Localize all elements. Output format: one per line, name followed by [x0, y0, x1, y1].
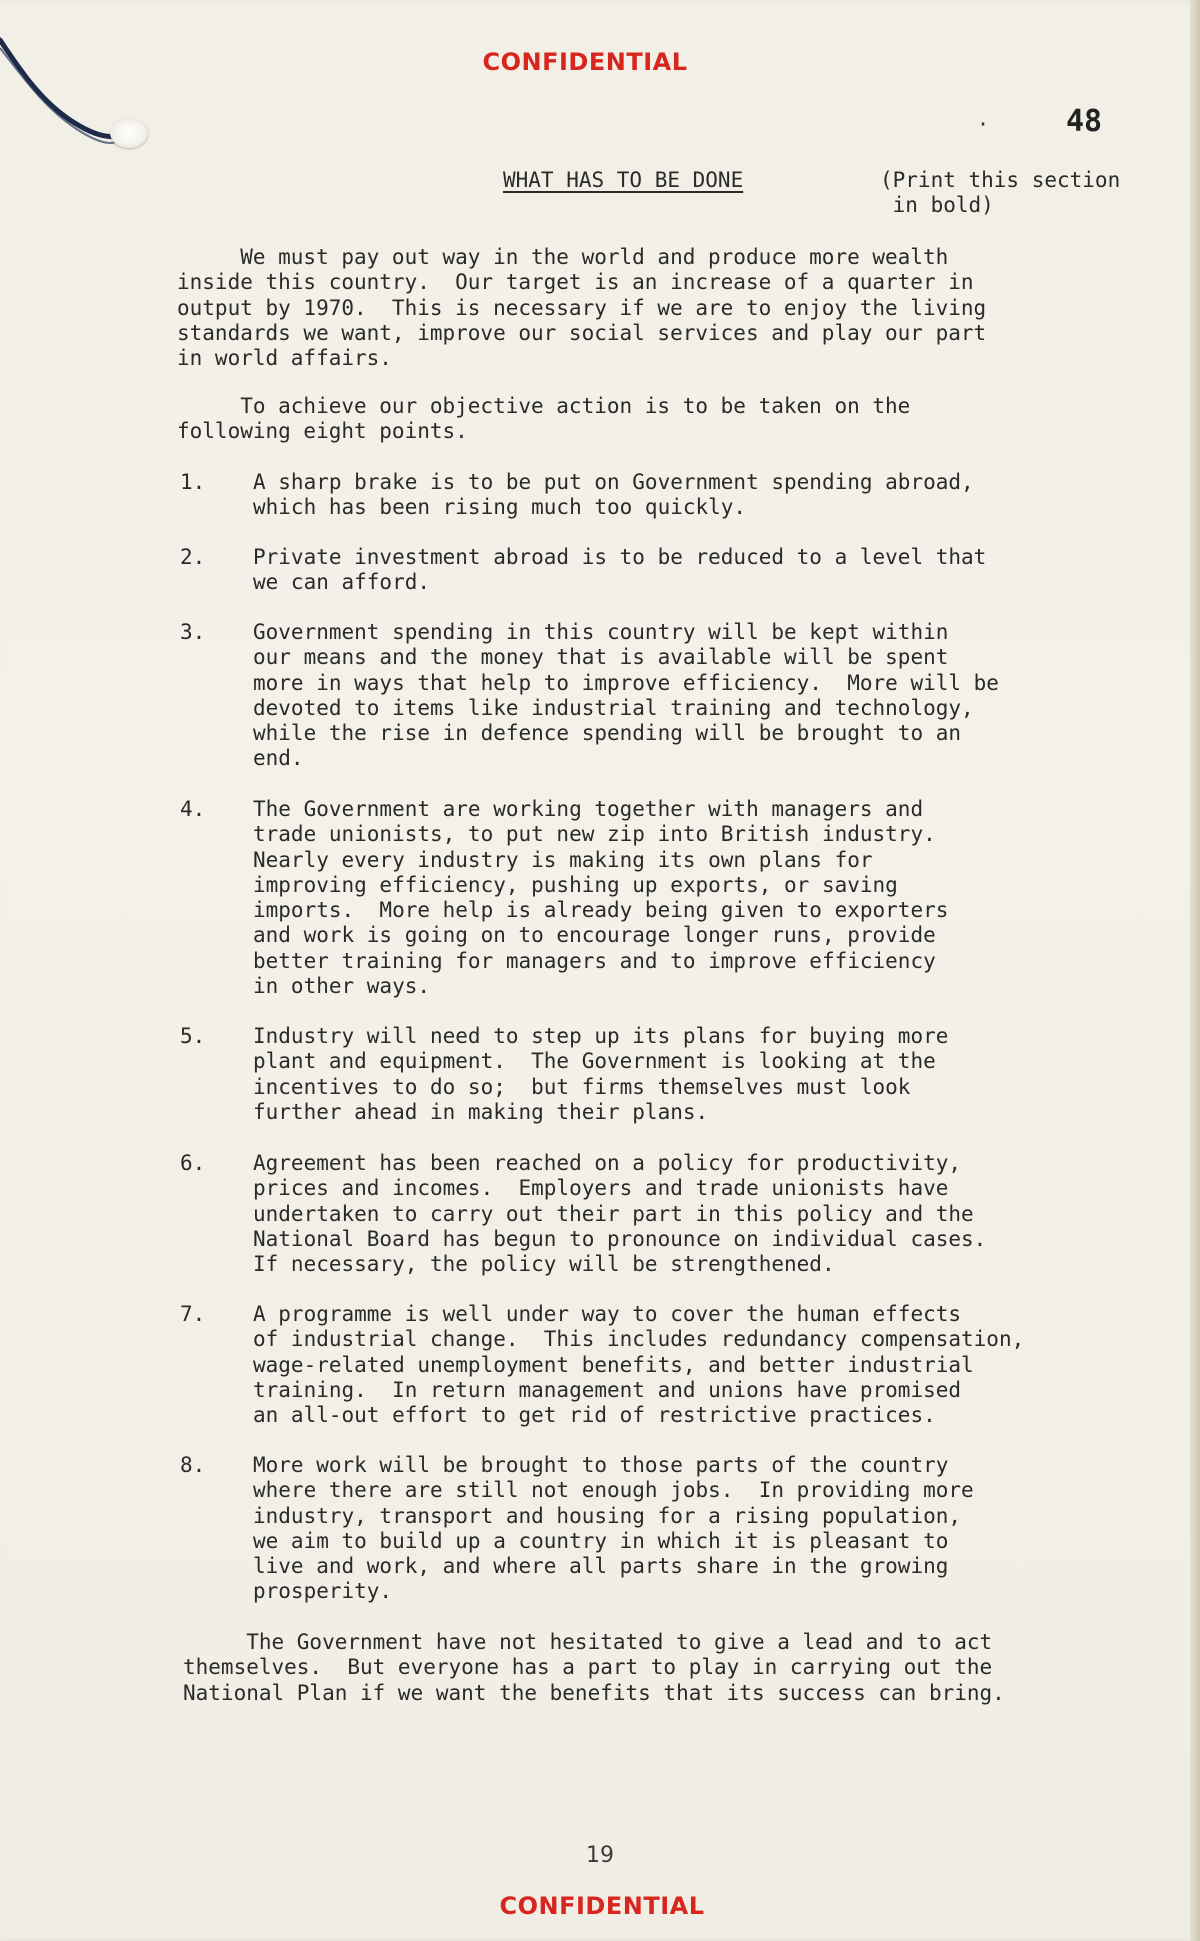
folio-number: 48 — [1066, 104, 1103, 139]
point-text: A programme is well under way to cover the human effects of industrial change. This includes redundancy compensation, wage-related unemployment benefits, and better industrial training. In return management and unions have promised an all-out effort to get rid of restrictive practices. — [253, 1302, 1025, 1428]
intro-paragraph-1: We must pay out way in the world and produce more wealth inside this country. Our target is an increase of a quarter in output by 1970. This is necessary if we are to enjoy the living standards we want, improve our social services and play our part in world affairs. — [177, 245, 987, 371]
point-text: Agreement has been reached on a policy for productivity, prices and incomes. Employers and trade unionists have undertaken to carry out their part in this policy and the National Board has begun to pronounce on individual cases. If necessary, the policy will be strengthened. — [253, 1151, 987, 1277]
point-text: Industry will need to step up its plans for buying more plant and equipment. The Government is looking at the incentives to do so; but firms themselves must look further ahead in making their plans. — [253, 1024, 949, 1124]
point-text: A sharp brake is to be put on Government spending abroad, which has been rising much too quickly. — [253, 470, 974, 520]
page-number-footer: 19 — [586, 1843, 614, 1868]
intro-paragraph-2: To achieve our objective action is to be taken on the following eight points. — [177, 394, 911, 444]
point-text: The Government are working together with managers and trade unionists, to put new zip into British industry. Nearly every industry is making its own plans for improving efficiency, pushing up exports, or saving imports. More help is already being given to exporters and work is going on to encourage longer runs, provide better training for managers and to improve efficiency in other ways. — [253, 797, 949, 999]
print-instruction-line2: in bold) — [892, 193, 994, 218]
point-number: 6. — [180, 1151, 206, 1175]
confidential-stamp-bottom: CONFIDENTIAL — [499, 1892, 705, 1920]
confidential-stamp-top: CONFIDENTIAL — [482, 48, 688, 76]
point-text: Government spending in this country will be kept within our means and the money that is available will be spent more in ways that help to improve efficiency. More will be devoted to items like industrial training and technology, while the rise in defence spending will be brought to an end. — [253, 620, 999, 771]
page-edge — [1190, 0, 1200, 1941]
print-instruction — [880, 168, 1120, 219]
point-number: 2. — [180, 545, 206, 569]
point-text: Private investment abroad is to be reduced to a level that we can afford. — [253, 545, 987, 595]
point-number: 7. — [180, 1302, 206, 1326]
print-instruction-line1: (Print this section — [880, 168, 1121, 192]
point-text: More work will be brought to those parts of the country where there are still not enough jobs. In providing more industry, transport and housing for a rising population, we aim to build up a country in which it is pleasant to live and work, and where all parts share in the growing prosperity. — [253, 1453, 974, 1604]
closing-paragraph: The Government have not hesitated to give a lead and to act themselves. But everyone has a part to play in carrying out the National Plan if we want the benefits that its success can bring. — [183, 1630, 1005, 1705]
tick-mark: · — [977, 112, 990, 136]
point-number: 1. — [180, 470, 206, 494]
point-number: 4. — [180, 797, 206, 821]
punch-hole — [110, 118, 148, 148]
point-number: 5. — [180, 1024, 206, 1048]
point-number: 8. — [180, 1453, 206, 1477]
section-heading: WHAT HAS TO BE DONE — [503, 168, 744, 192]
point-number: 3. — [180, 620, 206, 644]
